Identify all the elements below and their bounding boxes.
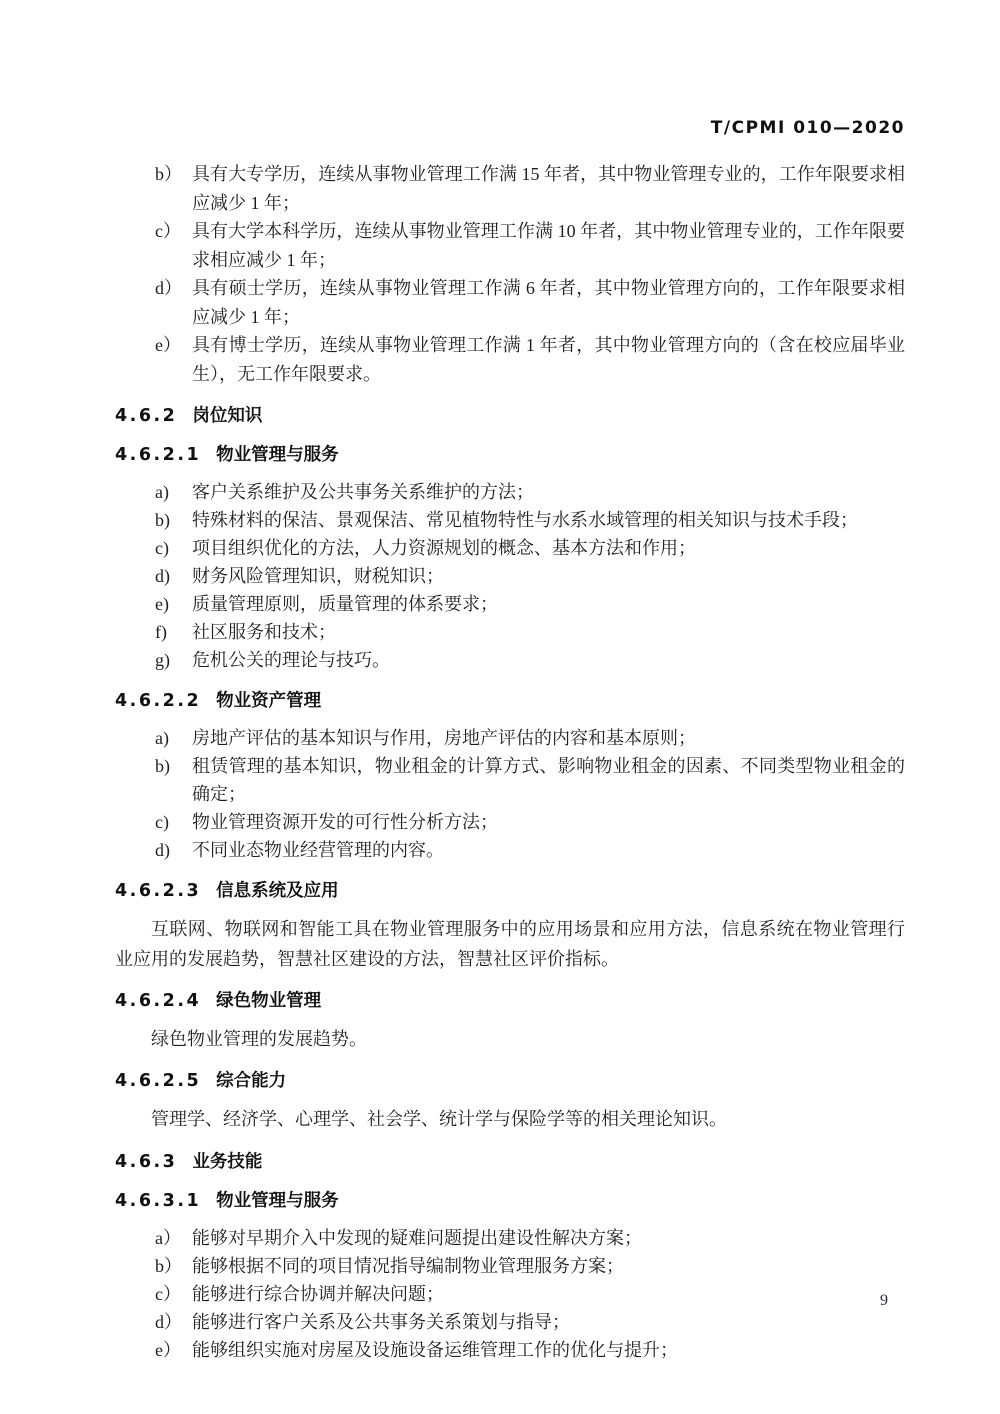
list-item (155, 836, 905, 864)
list-item-text: 物业管理资源开发的可行性分析方法； (192, 812, 498, 832)
page-number: 9 (880, 1292, 888, 1309)
knowledge-list-4-6-2-2 (155, 724, 905, 864)
list-item (155, 534, 905, 562)
list-item-marker: d) (155, 840, 170, 860)
list-item-text: 房地产评估的基本知识与作用，房地产评估的内容和基本原则； (192, 728, 696, 748)
section-title: 信息系统及应用 (216, 881, 339, 901)
list-item-marker: c） (155, 221, 181, 241)
list-item-text: 能够进行客户关系及公共事务关系策划与指导； (192, 1312, 570, 1332)
list-item-marker: f) (155, 622, 167, 642)
list-item-text: 项目组织优化的方法，人力资源规划的概念、基本方法和作用； (192, 538, 696, 558)
section-title: 物业管理与服务 (216, 445, 339, 465)
document-code: T/CPMI 010—2020 (710, 118, 905, 138)
list-item-marker: b） (155, 164, 182, 184)
list-item (155, 562, 905, 590)
qualification-list (155, 160, 905, 388)
paragraph: 管理学、经济学、心理学、社会学、统计学与保险学等的相关理论知识。 (151, 1109, 727, 1129)
list-item (155, 1336, 905, 1364)
list-item (155, 752, 905, 808)
section-heading-4-6-2-3 (115, 879, 905, 903)
list-item-text: 能够根据不同的项目情况指导编制物业管理服务方案； (192, 1256, 624, 1276)
list-item-marker: c) (155, 812, 169, 832)
section-number: 4.6.2.4 (115, 991, 202, 1011)
list-item-text: 具有硕士学历，连续从事物业管理工作满 6 年者，其中物业管理方向的，工作年限要求相应减少 1 年； (192, 278, 905, 327)
section-heading-4-6-2 (115, 404, 905, 428)
section-number: 4.6.2.2 (115, 691, 202, 711)
list-item-text: 具有博士学历，连续从事物业管理工作满 1 年者，其中物业管理方向的（含在校应届毕业生），无工作年限要求。 (192, 335, 905, 384)
list-item-marker: a） (155, 1228, 181, 1248)
list-item (155, 1280, 905, 1308)
section-title: 绿色物业管理 (216, 991, 322, 1011)
list-item-text: 质量管理原则，质量管理的体系要求； (192, 594, 498, 614)
section-number: 4.6.2.5 (115, 1071, 202, 1091)
list-item (155, 478, 905, 506)
list-item (155, 331, 905, 388)
list-item-text: 具有大专学历，连续从事物业管理工作满 15 年者，其中物业管理专业的，工作年限要求相应减少 1 年； (192, 164, 905, 213)
list-item-marker: a) (155, 482, 169, 502)
list-item (155, 808, 905, 836)
list-item (155, 1224, 905, 1252)
list-item (155, 506, 905, 534)
section-heading-4-6-2-5 (115, 1069, 905, 1093)
list-item-marker: d） (155, 278, 182, 298)
section-heading-4-6-2-2 (115, 689, 905, 713)
section-title: 物业管理与服务 (216, 1191, 339, 1211)
list-item (155, 160, 905, 217)
list-item-marker: b) (155, 510, 170, 530)
list-item-text: 特殊材料的保洁、景观保洁、常见植物特性与水系水域管理的相关知识与技术手段； (192, 510, 858, 530)
list-item-marker: a) (155, 728, 169, 748)
list-item (155, 274, 905, 331)
list-item-marker: d) (155, 566, 170, 586)
list-item-marker: e） (155, 335, 181, 355)
list-item-marker: e) (155, 594, 169, 614)
section-title: 业务技能 (192, 1152, 263, 1172)
section-number: 4.6.3.1 (115, 1191, 202, 1211)
section-title: 物业资产管理 (216, 691, 322, 711)
list-item (155, 646, 905, 674)
section-heading-4-6-3 (115, 1150, 905, 1174)
list-item-text: 社区服务和技术； (192, 622, 336, 642)
list-item-text: 财务风险管理知识，财税知识； (192, 566, 444, 586)
section-heading-4-6-2-4 (115, 989, 905, 1013)
list-item (155, 1308, 905, 1336)
page-content (115, 158, 905, 1378)
list-item-marker: g) (155, 650, 170, 670)
list-item-text: 能够组织实施对房屋及设施设备运维管理工作的优化与提升； (192, 1340, 678, 1360)
section-number: 4.6.3 (115, 1152, 178, 1172)
knowledge-list-4-6-2-1 (155, 478, 905, 674)
list-item-marker: b) (155, 756, 170, 776)
section-number: 4.6.2 (115, 406, 178, 426)
list-item-text: 能够进行综合协调并解决问题； (192, 1284, 444, 1304)
paragraph: 绿色物业管理的发展趋势。 (151, 1029, 367, 1049)
list-item-marker: e） (155, 1340, 181, 1360)
skill-list-4-6-3-1 (155, 1224, 905, 1364)
list-item-text: 客户关系维护及公共事务关系维护的方法； (192, 482, 534, 502)
list-item (155, 618, 905, 646)
section-number: 4.6.2.3 (115, 881, 202, 901)
list-item-marker: c） (155, 1284, 181, 1304)
section-heading-4-6-3-1 (115, 1189, 905, 1213)
list-item (155, 217, 905, 274)
section-title: 综合能力 (216, 1071, 287, 1091)
list-item (155, 590, 905, 618)
list-item-marker: b） (155, 1256, 182, 1276)
list-item (155, 724, 905, 752)
list-item-text: 能够对早期介入中发现的疑难问题提出建设性解决方案； (192, 1228, 642, 1248)
list-item-text: 危机公关的理论与技巧。 (192, 650, 390, 670)
list-item-text: 不同业态物业经营管理的内容。 (192, 840, 444, 860)
paragraph: 互联网、物联网和智能工具在物业管理服务中的应用场景和应用方法，信息系统在物业管理行业应用的发展趋势，智慧社区建设的方法，智慧社区评价指标。 (115, 919, 905, 969)
list-item-marker: c) (155, 538, 169, 558)
list-item-text: 具有大学本科学历，连续从事物业管理工作满 10 年者，其中物业管理专业的，工作年限要求相应减少 1 年； (192, 221, 905, 270)
section-title: 岗位知识 (192, 406, 263, 426)
section-number: 4.6.2.1 (115, 445, 202, 465)
section-heading-4-6-2-1 (115, 443, 905, 467)
list-item-marker: d） (155, 1312, 182, 1332)
list-item (155, 1252, 905, 1280)
list-item-text: 租赁管理的基本知识，物业租金的计算方式、影响物业租金的因素、不同类型物业租金的确定； (192, 756, 905, 804)
